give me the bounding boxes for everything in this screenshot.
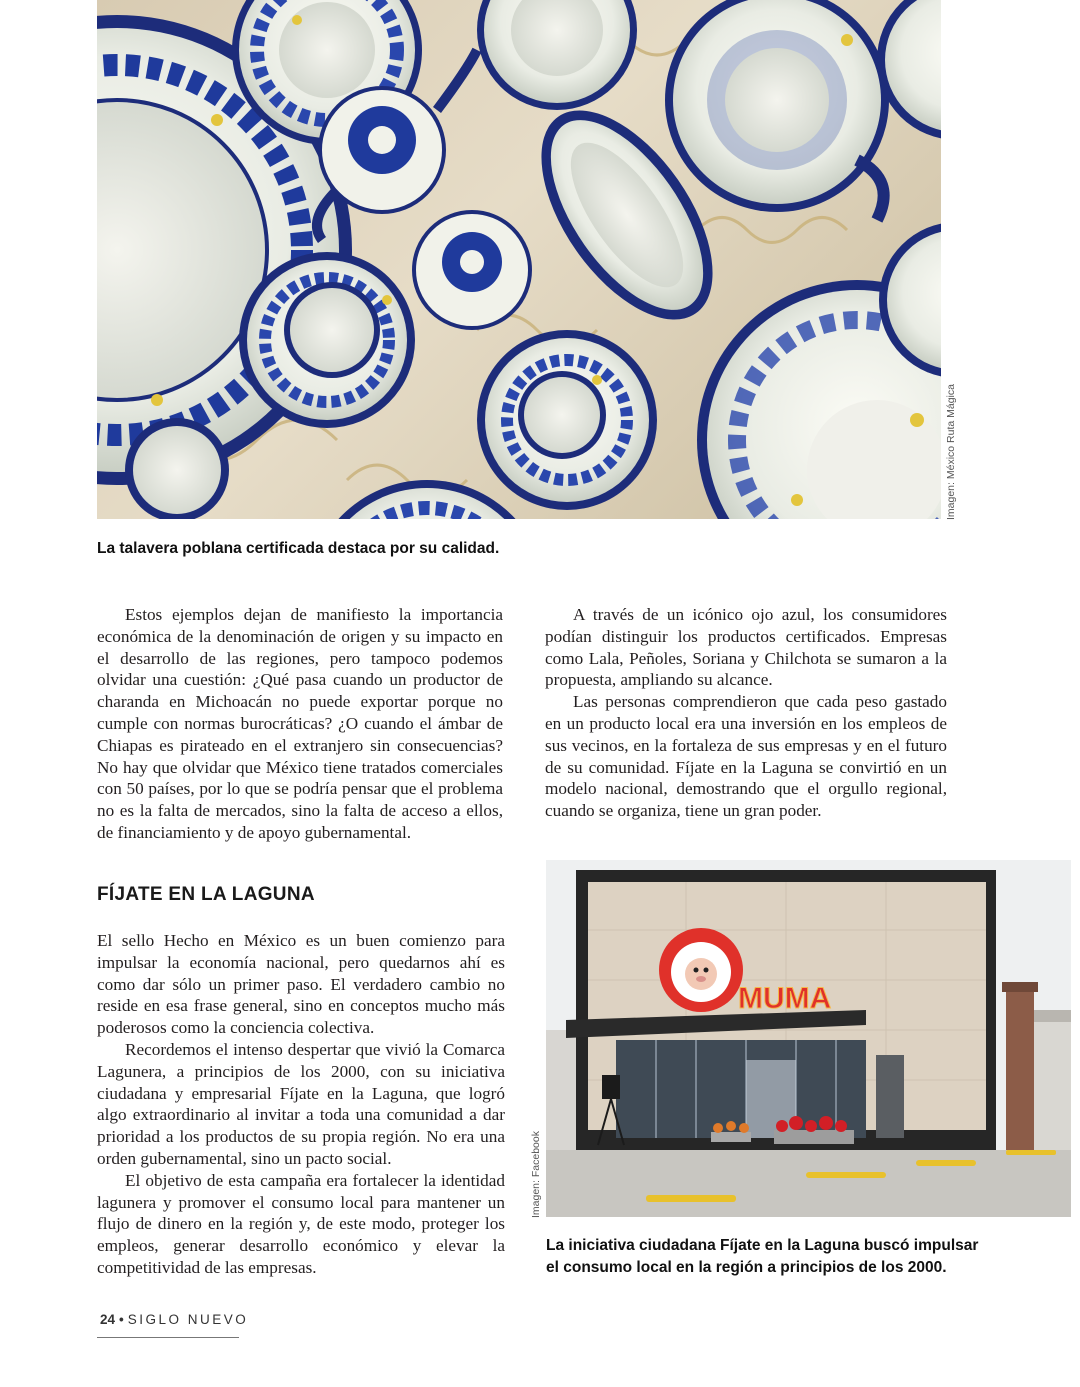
- store-sign: MUMA: [738, 982, 832, 1015]
- paragraph: El sello Hecho en México es un buen comienzo para impulsar la economía nacional, pero quedarnos ahí es como dar sólo un primer paso. El verdadero cambio no reside en esa frase general, sino en conceptos mucho más poderosos como la conciencia colectiva.: [97, 931, 505, 1038]
- footer-rule: [97, 1337, 239, 1338]
- article-column-left-top: [97, 604, 503, 844]
- photo-credit: Imagen: México Ruta Mágica: [945, 384, 957, 520]
- footer-separator: •: [119, 1312, 124, 1327]
- paragraph: A través de un icónico ojo azul, los consumidores podían distinguir los productos certificados. Empresas como Lala, Peñoles, Soriana y Chilchota se sumaron a la propuesta, ampliando su alcance.: [545, 605, 947, 690]
- section-heading: FÍJATE EN LA LAGUNA: [97, 884, 315, 905]
- paragraph: El objetivo de esta campaña era fortalecer la identidad lagunera y promover el consumo local para mantener un flujo de dinero en la región y, de este modo, proteger los empleos, generar desarrollo económico y elevar la competitividad de las empresas.: [97, 1170, 505, 1277]
- photo-caption: La talavera poblana certificada destaca por su calidad.: [97, 540, 500, 557]
- photo-caption: La iniciativa ciudadana Fíjate en la Laguna buscó impulsar el consumo local en la región a principios de los 2000.: [546, 1237, 979, 1276]
- photo-credit: Imagen: Facebook: [530, 1131, 542, 1218]
- article-column-right-top: [545, 604, 947, 822]
- page-footer: [100, 1312, 248, 1327]
- talavera-illustration: [97, 0, 941, 519]
- publication-name: SIGLO NUEVO: [127, 1312, 249, 1327]
- page-number: 24: [100, 1312, 116, 1327]
- store-photo: [546, 860, 1071, 1217]
- article-column-left-bottom: [97, 930, 505, 1279]
- talavera-photo: [97, 0, 941, 519]
- paragraph: Estos ejemplos dejan de manifiesto la importancia económica de la denominación de origen y su impacto en el desarrollo de las regiones, pero tampoco podemos olvidar una cuestión: ¿Qué pasa cuando un productor de charanda en Michoacán no puede exportar porque no cumple con normas burocráticas? ¿O cuando el ámbar de Chiapas es pirateado en el extranjero sin consecuencias? No hay que olvidar que México tiene tratados comerciales con 50 países, por lo que se podría pensar que el problema no es la falta de mercados, sino la falta de acceso a ellos, de financiamiento y de apoyo gubernamental.: [97, 605, 503, 842]
- paragraph: Recordemos el intenso despertar que vivió la Comarca Lagunera, a principios de los 2000, con su iniciativa ciudadana y empresarial Fíjate en la Laguna, que logró algo extraordinario al invitar a toda una comunidad a dar prioridad a los productos de su propia región. No era una orden gubernamental, sino un pacto social.: [97, 1039, 505, 1168]
- paragraph: Las personas comprendieron que cada peso gastado en un producto local era una inversión en los empleos de sus vecinos, en la fortaleza de sus empresas y en el futuro de su comunidad. Fíjate en la Laguna se convirtió en un modelo nacional, demostrando que el orgullo regional, cuando se organiza, tiene un gran poder.: [545, 692, 947, 821]
- store-illustration: [546, 860, 1071, 1217]
